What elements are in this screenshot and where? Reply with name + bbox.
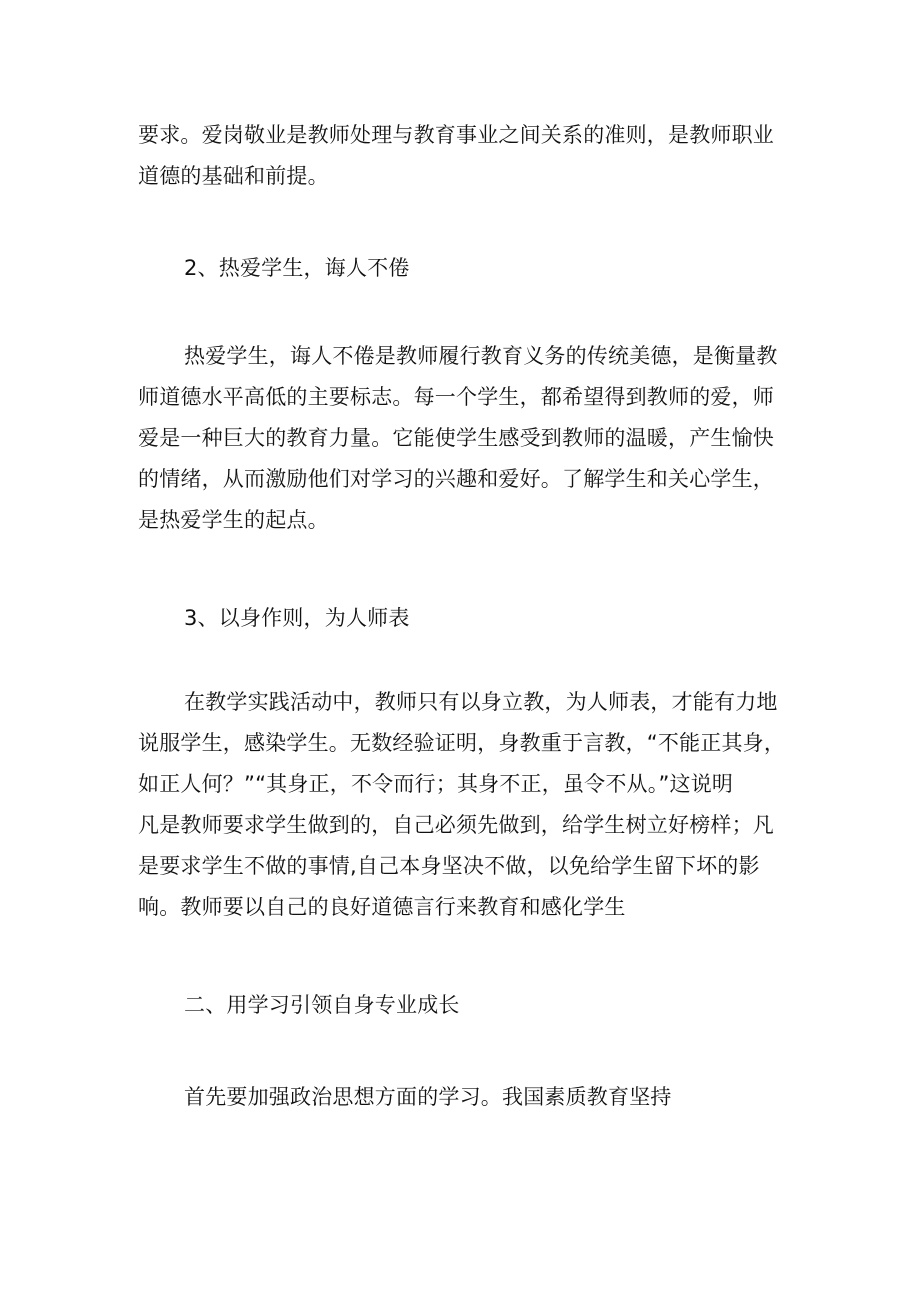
- section-heading-2: 2、热爱学生，诲人不倦: [184, 256, 410, 280]
- paragraph-line: 如正人何？”“其身正，不令而行；其身不正，虽令不从。”这说明: [138, 772, 734, 796]
- paragraph-line: 说服学生，感染学生。无数经验证明，身教重于言教，“不能正其身，: [138, 731, 786, 755]
- paragraph-line: 是热爱学生的起点。: [138, 508, 329, 532]
- paragraph-line: 是要求学生不做的事情,自己本身坚决不做，以免给学生留下坏的影: [138, 854, 760, 878]
- paragraph-line: 爱是一种巨大的教育力量。它能使学生感受到教师的温暖，产生愉快: [138, 426, 774, 450]
- paragraph-line: 的情绪，从而激励他们对学习的兴趣和爱好。了解学生和关心学生，: [138, 467, 774, 491]
- paragraph-line: 热爱学生，诲人不倦是教师履行教育义务的传统美德，是衡量教: [184, 344, 778, 368]
- paragraph-line: 师道德水平高低的主要标志。每一个学生，都希望得到教师的爱，师: [138, 385, 774, 409]
- paragraph-line: 在教学实践活动中，教师只有以身立教，为人师表，才能有力地: [184, 690, 778, 714]
- paragraph-line: 凡是教师要求学生做到的，自己必须先做到，给学生树立好榜样；凡: [138, 813, 774, 837]
- paragraph-line: 首先要加强政治思想方面的学习。我国素质教育坚持: [184, 1085, 672, 1109]
- section-heading-3: 3、以身作则，为人师表: [184, 606, 410, 630]
- paragraph-line: 道德的基础和前提。: [138, 164, 329, 188]
- paragraph-line: 响。教师要以自己的良好道德言行来教育和感化学生: [138, 895, 626, 919]
- paragraph-line: 要求。爱岗敬业是教师处理与教育事业之间关系的准则，是教师职业: [138, 123, 774, 147]
- section-heading-two: 二、用学习引领自身专业成长: [184, 993, 460, 1017]
